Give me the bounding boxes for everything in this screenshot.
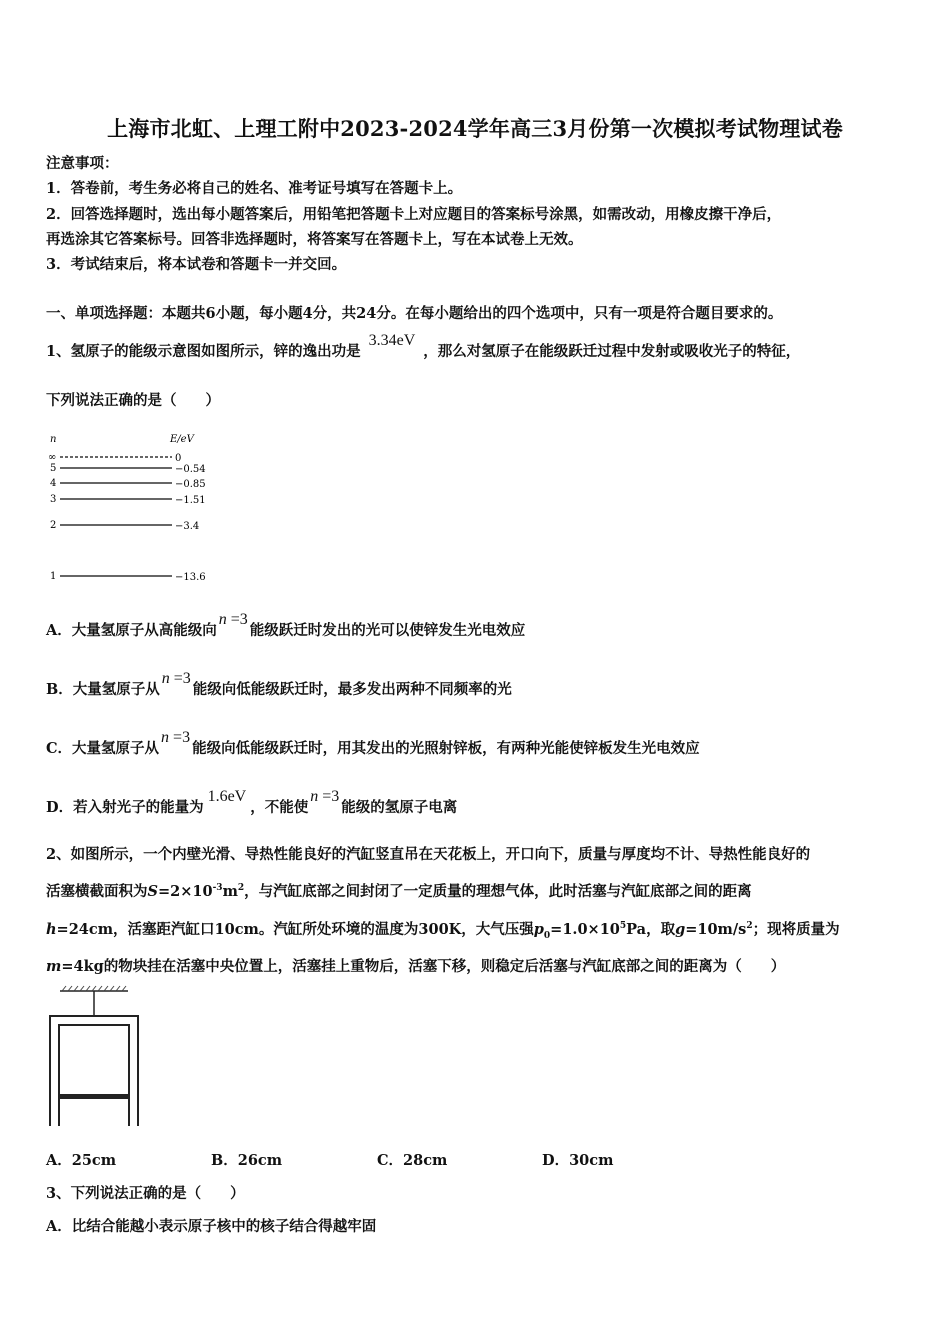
q2-stem-line3: h=24cm，活塞距汽缸口10cm。汽缸所处环境的温度为300K，大气压强$p_0=1.0\times 10^5Pa$，取$g=10m/s^2$；现将质量为 xyxy=(46,921,840,941)
q1-option-d-n3: n =3 xyxy=(310,788,340,805)
q1-work-function: 3.34eV xyxy=(368,332,416,349)
level-3-n: 3 xyxy=(50,494,57,505)
level-5-n: 5 xyxy=(50,463,57,474)
q3-stem: 3、下列说法正确的是（ ） xyxy=(46,1185,245,1202)
q1-stem-b: ，那么对氢原子在能级跃迁过程中发射或吸收光子的特征， xyxy=(423,343,801,360)
q2-option-b: B．26cm xyxy=(211,1152,283,1169)
notice-item-1: 1．答卷前，考生务必将自己的姓名、准考证号填写在答题卡上。 xyxy=(46,180,463,197)
piston xyxy=(59,1094,129,1099)
q2-option-a: A．25cm xyxy=(46,1152,117,1169)
cylinder-diagram xyxy=(44,983,156,1131)
diagram-n-label: n xyxy=(50,434,57,445)
notice-item-2: 2．回答选择题时，选出每小题答案后，用铅笔把答题卡上对应题目的答案标号涂黑，如需改动，用橡皮擦干净后， xyxy=(46,206,782,223)
q1-stem-a: 1、氢原子的能级示意图如图所示，锌的逸出功是 xyxy=(46,343,361,360)
q2-stem-line2: 活塞横截面积为$S=2\times 10^{-3}m^2$，与汽缸底部之间封闭了一定质量的理想气体，此时活塞与汽缸底部之间的距离 xyxy=(46,883,752,900)
q1-stem-line1 xyxy=(46,332,801,361)
q1-option-a: A．大量氢原子从高能级向n =3能级跃迁时发出的光可以使锌发生光电效应 xyxy=(46,611,526,639)
ceiling xyxy=(60,986,128,991)
q1-option-d: D．若入射光子的能量为1.6eV，不能使n =3能级的氢原子电离 xyxy=(46,788,458,816)
notice-item-2-cont: 再选涂其它答案标号。回答非选择题时，将答案写在答题卡上，写在本试卷上无效。 xyxy=(46,231,583,248)
section-heading: 一、单项选择题：本题共6小题，每小题4分，共24分。在每小题给出的四个选项中，只有一项是符合题目要求的。 xyxy=(46,305,783,322)
notice-item-3: 3．考试结束后，将本试卷和答题卡一并交回。 xyxy=(46,256,347,273)
level-5-e: −0.54 xyxy=(175,464,206,475)
q2-option-d: D．30cm xyxy=(542,1152,614,1169)
level-4-n: 4 xyxy=(50,478,57,489)
q1-option-c: C．大量氢原子从n =3能级向低能级跃迁时，用其发出的光照射锌板，有两种光能使锌板发生光电效应 xyxy=(46,729,700,757)
level-4-e: −0.85 xyxy=(175,479,206,490)
level-inf-e: 0 xyxy=(175,453,182,464)
q1-option-b: B．大量氢原子从n =3能级向低能级跃迁时，最多发出两种不同频率的光 xyxy=(46,670,512,698)
cylinder-inner-wall xyxy=(59,1025,129,1126)
q1-option-b-n3: n =3 xyxy=(161,670,191,687)
page-title: 上海市北虹、上理工附中2023-2024学年高三3月份第一次模拟考试物理试卷 xyxy=(107,116,843,141)
q2-option-c: C．28cm xyxy=(377,1152,448,1169)
q1-photon-energy: 1.6eV xyxy=(207,788,247,805)
level-3-e: −1.51 xyxy=(175,495,206,506)
q1-stem-line2: 下列说法正确的是（ ） xyxy=(46,392,220,409)
level-1-e: −13.6 xyxy=(175,572,206,583)
level-inf-n: ∞ xyxy=(48,452,57,463)
notice-heading: 注意事项： xyxy=(46,155,119,172)
q1-option-c-n3: n =3 xyxy=(161,729,191,746)
q3-option-a: A．比结合能越小表示原子核中的核子结合得越牢固 xyxy=(46,1218,377,1235)
energy-level-diagram xyxy=(44,428,224,588)
level-1-n: 1 xyxy=(50,571,57,582)
cylinder-outer-wall xyxy=(50,1016,138,1126)
q2-stem-line4: m=4kg的物块挂在活塞中央位置上，活塞挂上重物后，活塞下移，则稳定后活塞与汽缸底部之间的距离为（ ） xyxy=(46,958,786,975)
q2-stem-line1: 2、如图所示，一个内壁光滑、导热性能良好的汽缸竖直吊在天花板上，开口向下，质量与厚度均不计、导热性能良好的 xyxy=(46,846,811,863)
q1-option-a-n3: n =3 xyxy=(218,611,248,628)
level-2-n: 2 xyxy=(50,520,57,531)
diagram-e-label: E/eV xyxy=(170,434,194,445)
level-2-e: −3.4 xyxy=(175,521,200,532)
